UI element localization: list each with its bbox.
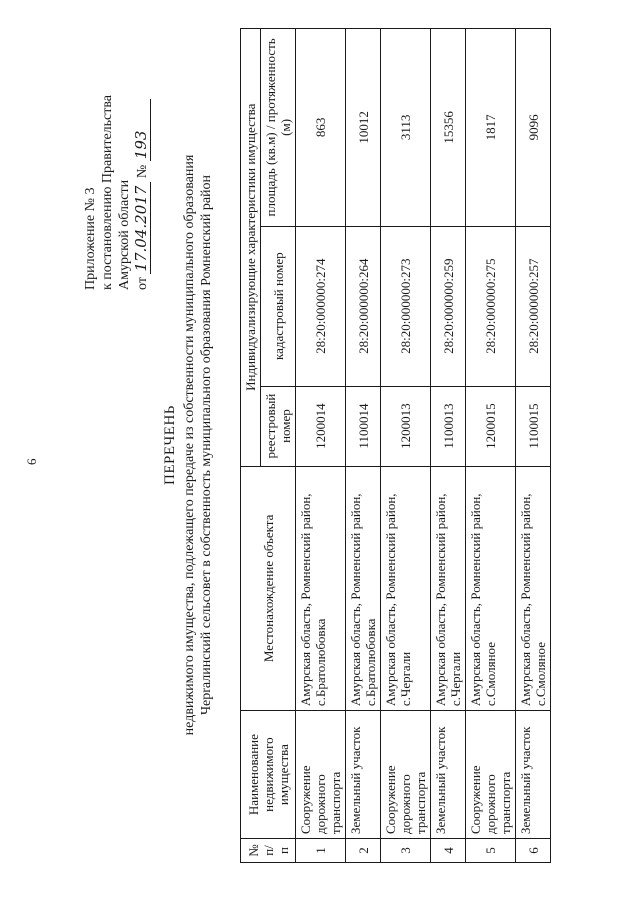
header-name: Наименование недвижимого имущества <box>241 711 296 839</box>
table-row <box>431 29 466 863</box>
cell-area: 863 <box>296 29 346 227</box>
header-area: площадь (кв.м) / протяженность (м) <box>261 29 296 227</box>
cell-area: 9096 <box>516 29 551 227</box>
cell-registry: 1100014 <box>346 386 381 466</box>
cell-num: 2 <box>346 839 381 863</box>
table-row <box>346 29 381 863</box>
cell-area: 15356 <box>431 29 466 227</box>
appendix-title: Приложение № 3 <box>83 187 98 290</box>
cell-registry: 1200014 <box>296 386 346 466</box>
cell-registry: 1200013 <box>381 386 431 466</box>
title-block <box>162 45 215 845</box>
document-title: ПЕРЕЧЕНЬ <box>162 405 178 485</box>
cell-cadastral: 28:20:000000:275 <box>466 226 516 386</box>
handwritten-date: 17.04.2017 <box>133 182 151 274</box>
cell-num: 3 <box>381 839 431 863</box>
header-num: № п/п <box>241 839 296 863</box>
cell-cadastral: 28:20:000000:257 <box>516 226 551 386</box>
cell-location: Амурская область, Ромненский район, с.Братолюбовка <box>346 466 381 711</box>
header-cadastral: кадастровый номер <box>261 226 296 386</box>
table-row <box>296 29 346 863</box>
cell-cadastral: 28:20:000000:264 <box>346 226 381 386</box>
appendix-block <box>82 95 151 290</box>
cell-area: 10012 <box>346 29 381 227</box>
property-table <box>240 28 551 863</box>
cell-registry: 1100015 <box>516 386 551 466</box>
cell-cadastral: 28:20:000000:273 <box>381 226 431 386</box>
cell-location: Амурская область, Ромненский район, с.Чергали <box>431 466 466 711</box>
cell-num: 4 <box>431 839 466 863</box>
cell-name: Сооружение дорожного транспорта <box>466 711 516 839</box>
cell-num: 5 <box>466 839 516 863</box>
cell-cadastral: 28:20:000000:259 <box>431 226 466 386</box>
header-location: Местонахождение объекта <box>241 466 296 711</box>
cell-location: Амурская область, Ромненский район, с.Смоляное <box>516 466 551 711</box>
appendix-region: Амурской области <box>117 179 132 290</box>
table-row <box>381 29 431 863</box>
cell-registry: 1200015 <box>466 386 516 466</box>
cell-name: Земельный участок <box>516 711 551 839</box>
header-characteristics: Индивидуализирующие характеристики имущества <box>241 29 261 467</box>
cell-area: 1817 <box>466 29 516 227</box>
cell-location: Амурская область, Ромненский район, с.Чергали <box>381 466 431 711</box>
handwritten-number: 193 <box>133 99 151 161</box>
table-row <box>516 29 551 863</box>
cell-location: Амурская область, Ромненский район, с.Смоляное <box>466 466 516 711</box>
cell-num: 1 <box>296 839 346 863</box>
cell-name: Земельный участок <box>346 711 381 839</box>
appendix-reference: к постановлению Правительства <box>100 94 115 290</box>
table-row <box>466 29 516 863</box>
date-prefix: от <box>135 277 150 290</box>
cell-name: Сооружение дорожного транспорта <box>381 711 431 839</box>
cell-name: Сооружение дорожного транспорта <box>296 711 346 839</box>
cell-num: 6 <box>516 839 551 863</box>
cell-location: Амурская область, Ромненский район, с.Братолюбовка <box>296 466 346 711</box>
header-registry: реестровый номер <box>261 386 296 466</box>
cell-cadastral: 28:20:000000:274 <box>296 226 346 386</box>
number-prefix: № <box>135 164 150 179</box>
document-subtitle: недвижимого имущества, подлежащего передаче из собственности муниципального образования Черrалинский сельсовет в собственность муниципального образования Ромненский район <box>182 154 214 736</box>
page-number: 6 <box>24 458 39 465</box>
cell-area: 3113 <box>381 29 431 227</box>
cell-registry: 1100013 <box>431 386 466 466</box>
appendix-date-line <box>133 95 151 290</box>
cell-name: Земельный участок <box>431 711 466 839</box>
